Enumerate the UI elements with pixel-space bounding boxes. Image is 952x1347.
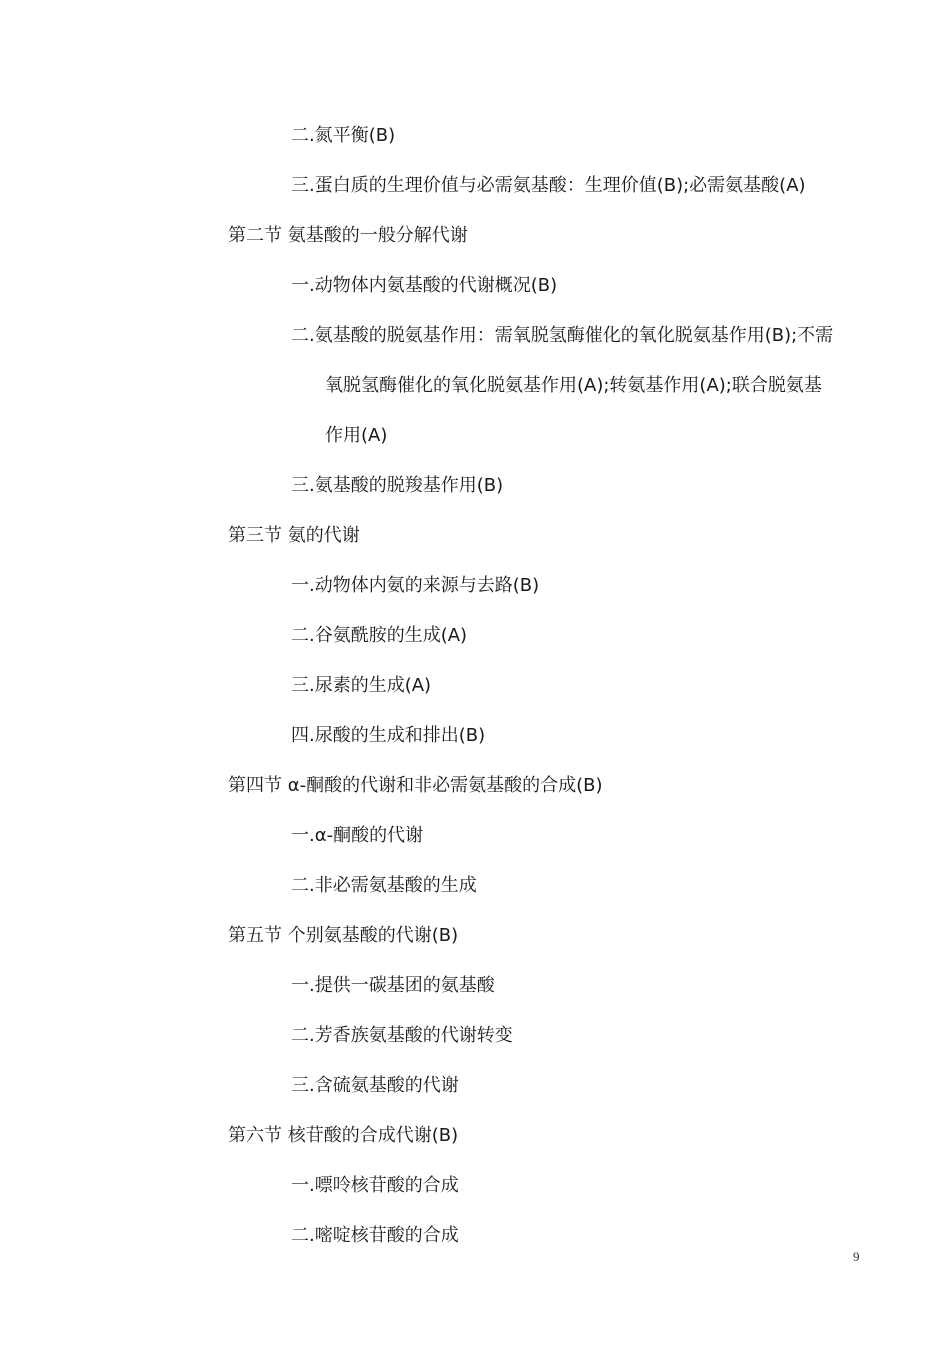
outline-item: 二.芳香族氨基酸的代谢转变 (291, 1025, 513, 1046)
outline-item: 二.氮平衡(B) (291, 125, 396, 146)
section-heading: 第五节 个别氨基酸的代谢(B) (228, 925, 459, 946)
outline-item: 四.尿酸的生成和排出(B) (291, 725, 486, 746)
outline-item: 三.尿素的生成(A) (291, 675, 432, 696)
outline-item: 一.α-酮酸的代谢 (291, 825, 424, 846)
outline-item: 一.嘌呤核苷酸的合成 (291, 1175, 459, 1196)
outline-item: 二.嘧啶核苷酸的合成 (291, 1225, 459, 1246)
outline-item: 一.动物体内氨的来源与去路(B) (291, 575, 540, 596)
page-number: 9 (853, 1249, 860, 1264)
outline-item: 三.蛋白质的生理价值与必需氨基酸：生理价值(B);必需氨基酸(A) (291, 175, 806, 196)
section-heading: 第三节 氨的代谢 (228, 525, 360, 546)
section-heading: 第四节 α-酮酸的代谢和非必需氨基酸的合成(B) (228, 775, 603, 796)
outline-item: 二.谷氨酰胺的生成(A) (291, 625, 468, 646)
outline-item: 三.含硫氨基酸的代谢 (291, 1075, 459, 1096)
outline-item-continuation: 氧脱氢酶催化的氧化脱氨基作用(A);转氨基作用(A);联合脱氨基 (325, 375, 822, 396)
outline-item: 二.非必需氨基酸的生成 (291, 875, 477, 896)
section-heading: 第六节 核苷酸的合成代谢(B) (228, 1125, 459, 1146)
outline-item: 三.氨基酸的脱羧基作用(B) (291, 475, 504, 496)
section-heading: 第二节 氨基酸的一般分解代谢 (228, 225, 468, 246)
outline-item: 二.氨基酸的脱氨基作用：需氧脱氢酶催化的氧化脱氨基作用(B);不需 (291, 325, 834, 346)
outline-item: 一.动物体内氨基酸的代谢概况(B) (291, 275, 558, 296)
outline-item: 一.提供一碳基团的氨基酸 (291, 975, 495, 996)
outline-item-continuation: 作用(A) (325, 425, 388, 446)
